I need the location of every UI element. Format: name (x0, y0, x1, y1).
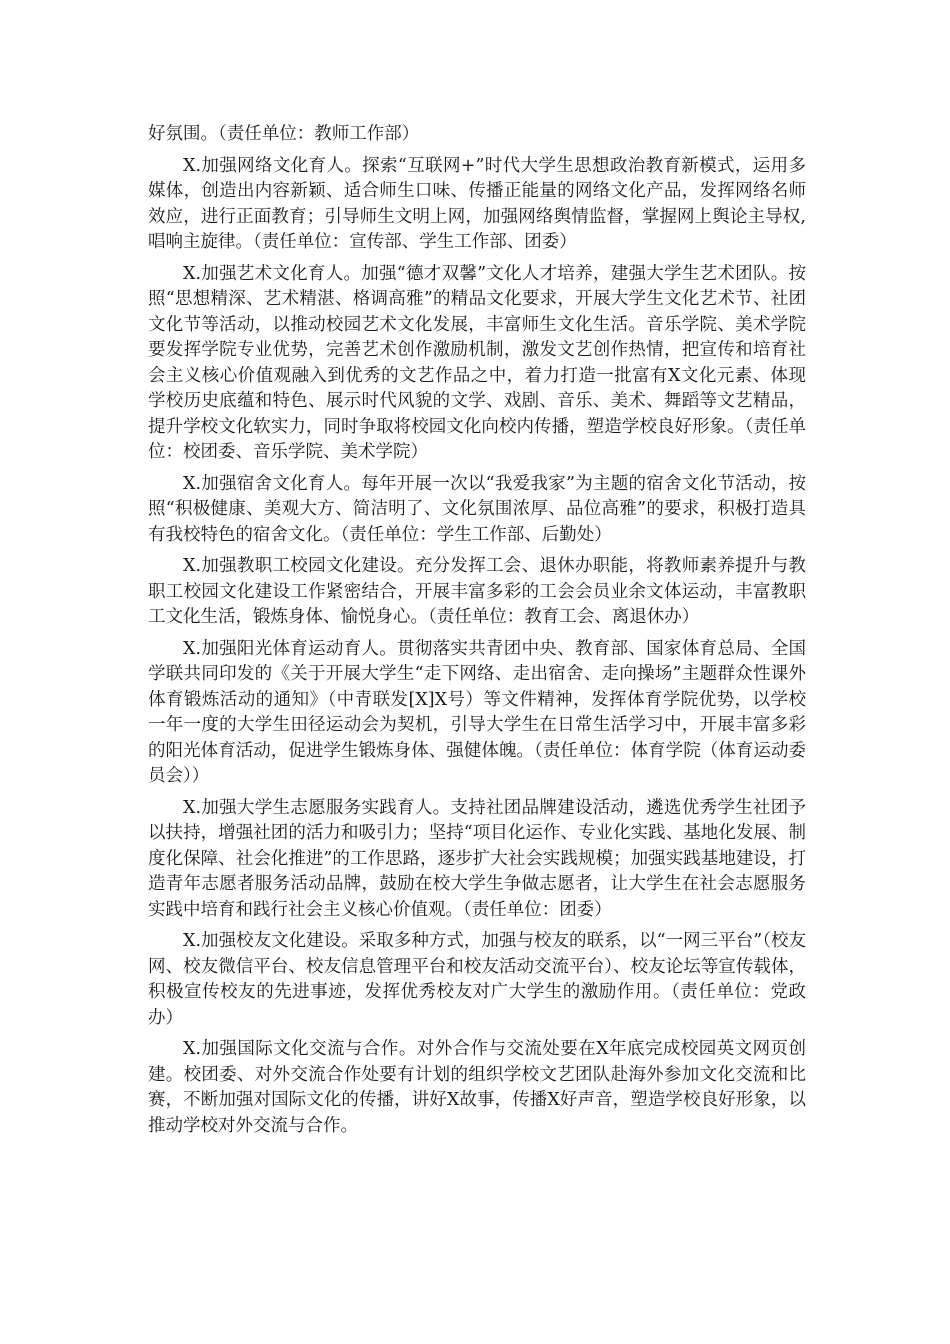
paragraph-international: X.加强国际文化交流与合作。对外合作与交流处要在X年底完成校园英文网页创建。校团委、对外交流合作处要有计划的组织学校文艺团队赴海外参加文化交流和比赛，不断加强对国际文化的传播，讲好X故事，传播X好声音，塑造学校良好形象，以推动学校对外交流与合作。 (148, 1039, 806, 1136)
paragraph-dormitory-culture: X.加强宿舍文化育人。每年开展一次以“我爱我家”为主题的宿舍文化节活动，按照“积极健康、美观大方、简洁明了、文化氛围浓厚、品位高雅”的要求，积极打造具有我校特色的宿舍文化。（责任单位：学生工作部、后勤处） (148, 473, 806, 545)
paragraph-alumni: X.加强校友文化建设。采取多种方式，加强与校友的联系，以“一网三平台”（校友网、校友微信平台、校友信息管理平台和校友活动交流平台）、校友论坛等宣传载体，积极宣传校友的先进事迹，发挥优秀校友对广大学生的激励作用。（责任单位：党政办） (148, 931, 806, 1028)
document-body (148, 122, 806, 1145)
paragraph-art-culture: X.加强艺术文化育人。加强“德才双馨”文化人才培养，建强大学生艺术团队。按照“思想精深、艺术精湛、格调高雅”的精品文化要求，开展大学生文化艺术节、社团文化节等活动，以推动校园艺术文化发展，丰富师生文化生活。音乐学院、美术学院要发挥学院专业优势，完善艺术创作激励机制，激发文艺创作热情，把宣传和培育社会主义核心价值观融入到优秀的文艺作品之中，着力打造一批富有X文化元素、体现学校历史底蕴和特色、展示时代风貌的文学、戏剧、音乐、美术、舞蹈等文艺精品，提升学校文化软实力，同时争取将校园文化向校内传播，塑造学校良好形象。（责任单位：校团委、音乐学院、美术学院） (148, 263, 806, 462)
paragraph-sports: X.加强阳光体育运动育人。贯彻落实共青团中央、教育部、国家体育总局、全国学联共同印发的《关于开展大学生“走下网络、走出宿舍、走向操场”主题群众性课外体育锻炼活动的通知》（中青联发[X]X号）等文件精神，发挥体育学院优势，以学校一年一度的大学生田径运动会为契机，引导大学生在日常生活学习中，开展丰富多彩的阳光体育活动，促进学生锻炼身体、强健体魄。（责任单位：体育学院（体育运动委员会）） (148, 638, 806, 786)
paragraph-network-culture: X.加强网络文化育人。探索“互联网+”时代大学生思想政治教育新模式，运用多媒体，创造出内容新颖、适合师生口味、传播正能量的网络文化产品，发挥网络名师效应，进行正面教育；引导师生文明上网，加强网络舆情监督，掌握网上舆论主导权,唱响主旋律。（责任单位：宣传部、学生工作部、团委） (148, 155, 806, 252)
paragraph-continuation: 好氛围。（责任单位：教师工作部） (148, 124, 420, 144)
paragraph-staff-culture: X.加强教职工校园文化建设。充分发挥工会、退休办职能，将教师素养提升与教职工校园文化建设工作紧密结合，开展丰富多彩的工会会员业余文体运动，丰富教职工文化生活，锻炼身体、愉悦身心。（责任单位：教育工会、离退休办） (148, 556, 806, 627)
paragraph-volunteer: X.加强大学生志愿服务实践育人。支持社团品牌建设活动，遴选优秀学生社团予以扶持，增强社团的活力和吸引力；坚持“项目化运作、专业化实践、基地化发展、制度化保障、社会化推进”的工作思路，逐步扩大社会实践规模；加强实践基地建设，打造青年志愿者服务活动品牌，鼓励在校大学生争做志愿者，让大学生在社会志愿服务实践中培育和践行社会主义核心价值观。（责任单位：团委） (148, 797, 806, 920)
